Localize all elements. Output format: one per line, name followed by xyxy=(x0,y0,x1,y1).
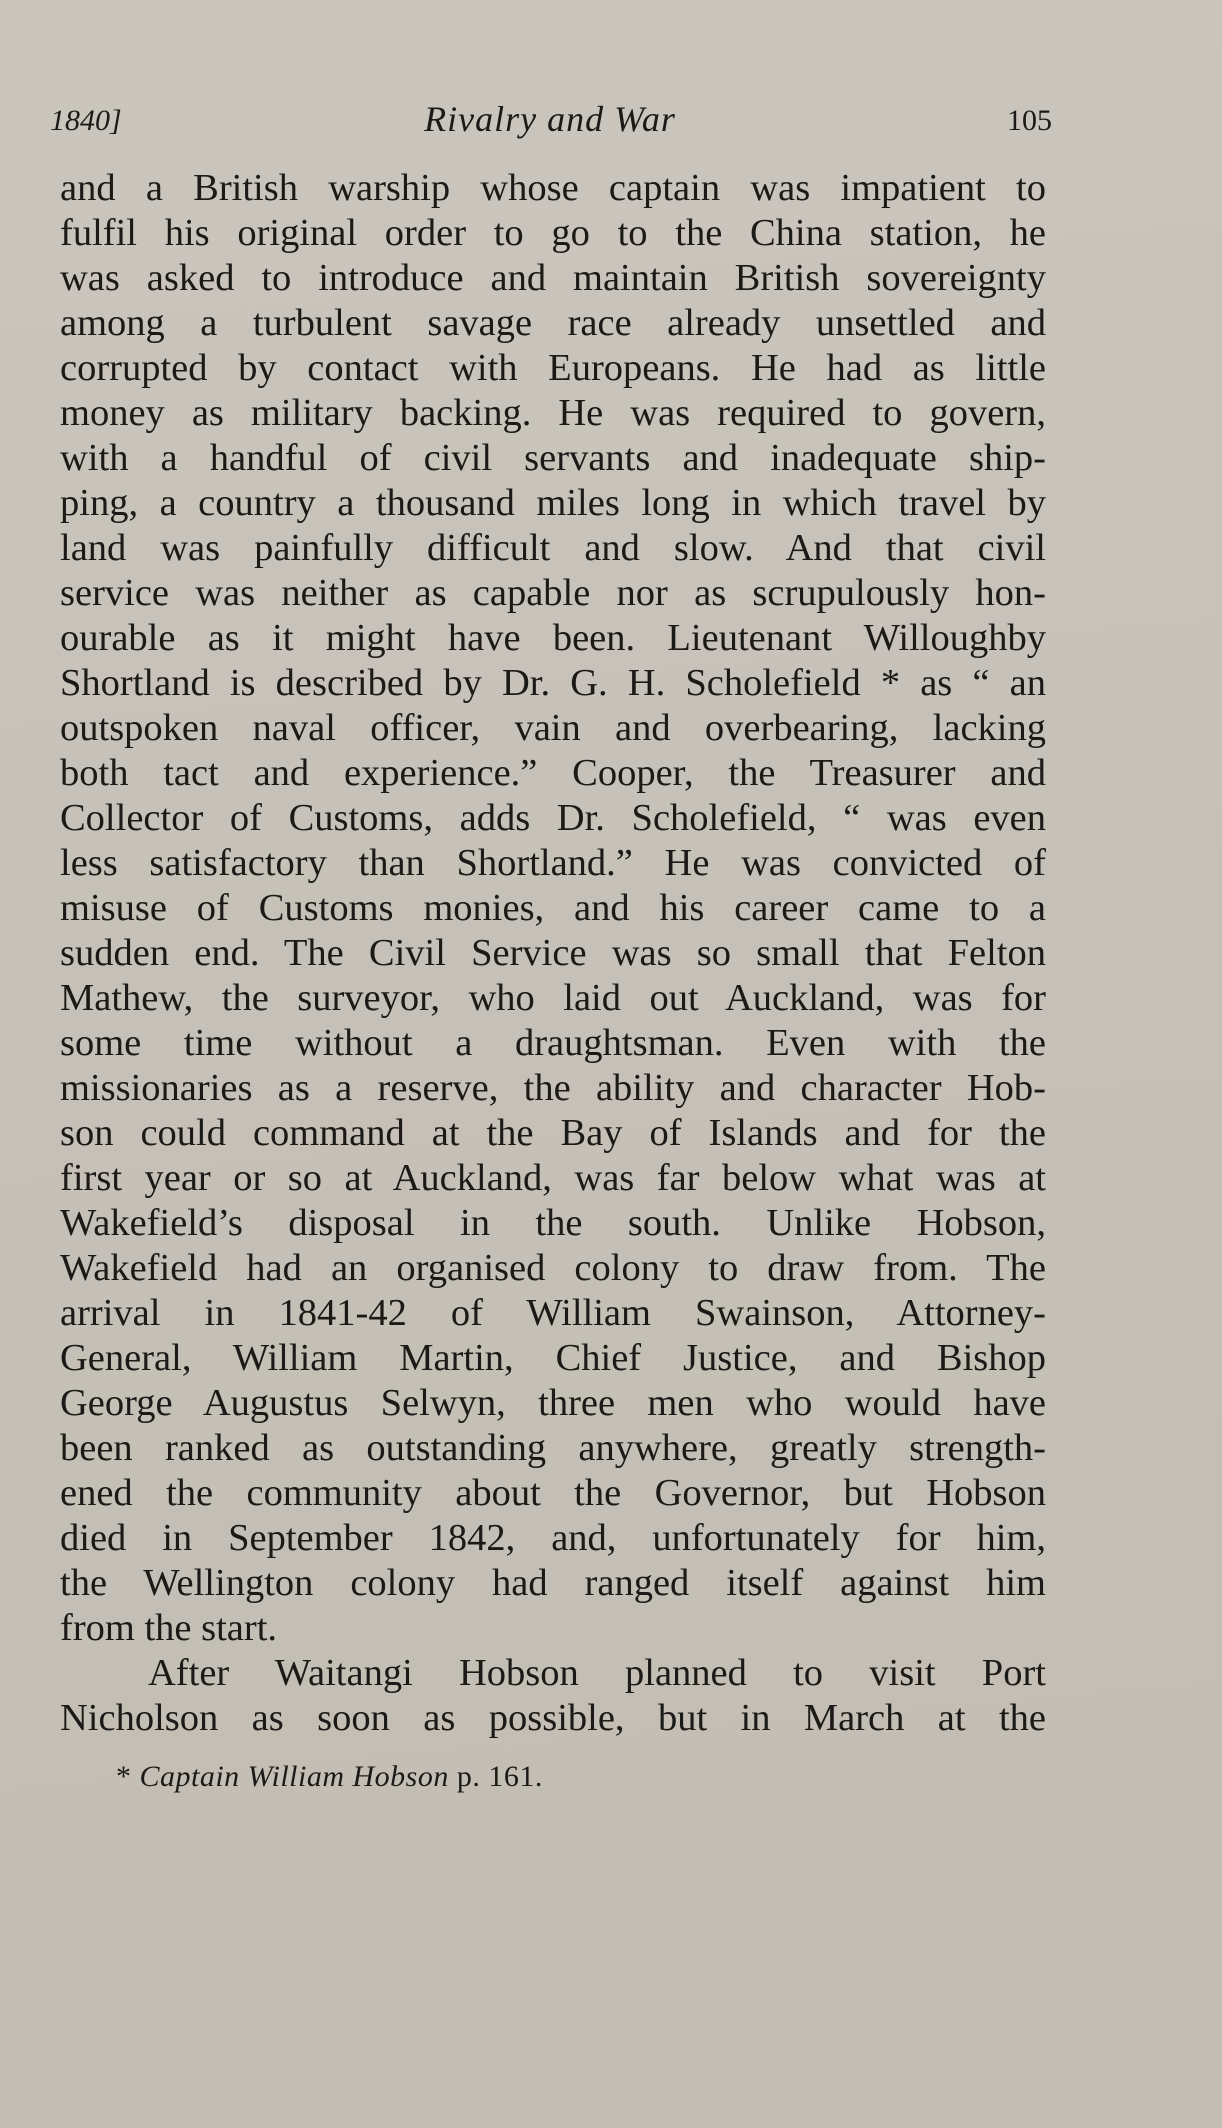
text-line: arrival in 1841-42 of William Swainson, Attorney- xyxy=(60,1292,1046,1334)
text-line: son could command at the Bay of Islands and for the xyxy=(60,1112,1046,1154)
text-line: outspoken naval officer, vain and overbearing, lacking xyxy=(60,707,1046,749)
footnote-title: Captain William Hobson xyxy=(139,1760,449,1793)
text-line: the Wellington colony had ranged itself against him xyxy=(60,1562,1046,1604)
text-line: corrupted by contact with Europeans. He had as little xyxy=(60,347,1046,389)
text-line: land was painfully difficult and slow. And that civil xyxy=(60,527,1046,569)
text-line: service was neither as capable nor as scrupulously hon- xyxy=(60,572,1046,614)
text-line: ened the community about the Governor, but Hobson xyxy=(60,1472,1046,1514)
text-line: died in September 1842, and, unfortunately for him, xyxy=(60,1517,1046,1559)
text-line-paragraph-start: After Waitangi Hobson planned to visit Port xyxy=(148,1652,1046,1694)
text-line: been ranked as outstanding anywhere, greatly strength- xyxy=(60,1427,1046,1469)
text-line: fulfil his original order to go to the China station, he xyxy=(60,212,1046,254)
footnote-page-ref: p. 161. xyxy=(448,1760,543,1793)
text-line: Wakefield had an organised colony to draw from. The xyxy=(60,1247,1046,1289)
text-line: misuse of Customs monies, and his career came to a xyxy=(60,887,1046,929)
text-line: ping, a country a thousand miles long in which travel by xyxy=(60,482,1046,524)
page-number: 105 xyxy=(1007,104,1052,137)
running-head-date: 1840] xyxy=(50,104,122,137)
text-line: with a handful of civil servants and inadequate ship- xyxy=(60,437,1046,479)
running-head xyxy=(50,98,1050,148)
text-line: missionaries as a reserve, the ability and character Hob- xyxy=(60,1067,1046,1109)
text-line: General, William Martin, Chief Justice, and Bishop xyxy=(60,1337,1046,1379)
text-line: both tact and experience.” Cooper, the Treasurer and xyxy=(60,752,1046,794)
footnote xyxy=(116,1760,543,1794)
running-head-title: Rivalry and War xyxy=(424,99,676,139)
text-line: among a turbulent savage race already unsettled and xyxy=(60,302,1046,344)
text-line: Collector of Customs, adds Dr. Scholefield, “ was even xyxy=(60,797,1046,839)
text-line: Nicholson as soon as possible, but in March at the xyxy=(60,1697,1046,1739)
body-text xyxy=(60,166,1046,1741)
text-line: first year or so at Auckland, was far below what was at xyxy=(60,1157,1046,1199)
text-line: ourable as it might have been. Lieutenant Willoughby xyxy=(60,617,1046,659)
text-line: less satisfactory than Shortland.” He was convicted of xyxy=(60,842,1046,884)
text-line: Mathew, the surveyor, who laid out Auckland, was for xyxy=(60,977,1046,1019)
text-line: sudden end. The Civil Service was so small that Felton xyxy=(60,932,1046,974)
text-line: some time without a draughtsman. Even with the xyxy=(60,1022,1046,1064)
text-line: Shortland is described by Dr. G. H. Scholefield * as “ an xyxy=(60,662,1046,704)
text-line: was asked to introduce and maintain British sovereignty xyxy=(60,257,1046,299)
text-line: from the start. xyxy=(60,1607,278,1649)
text-line: and a British warship whose captain was impatient to xyxy=(60,167,1046,209)
text-line: money as military backing. He was required to govern, xyxy=(60,392,1046,434)
text-line: Wakefield’s disposal in the south. Unlike Hobson, xyxy=(60,1202,1046,1244)
text-line: George Augustus Selwyn, three men who would have xyxy=(60,1382,1046,1424)
footnote-marker: * xyxy=(116,1760,140,1793)
